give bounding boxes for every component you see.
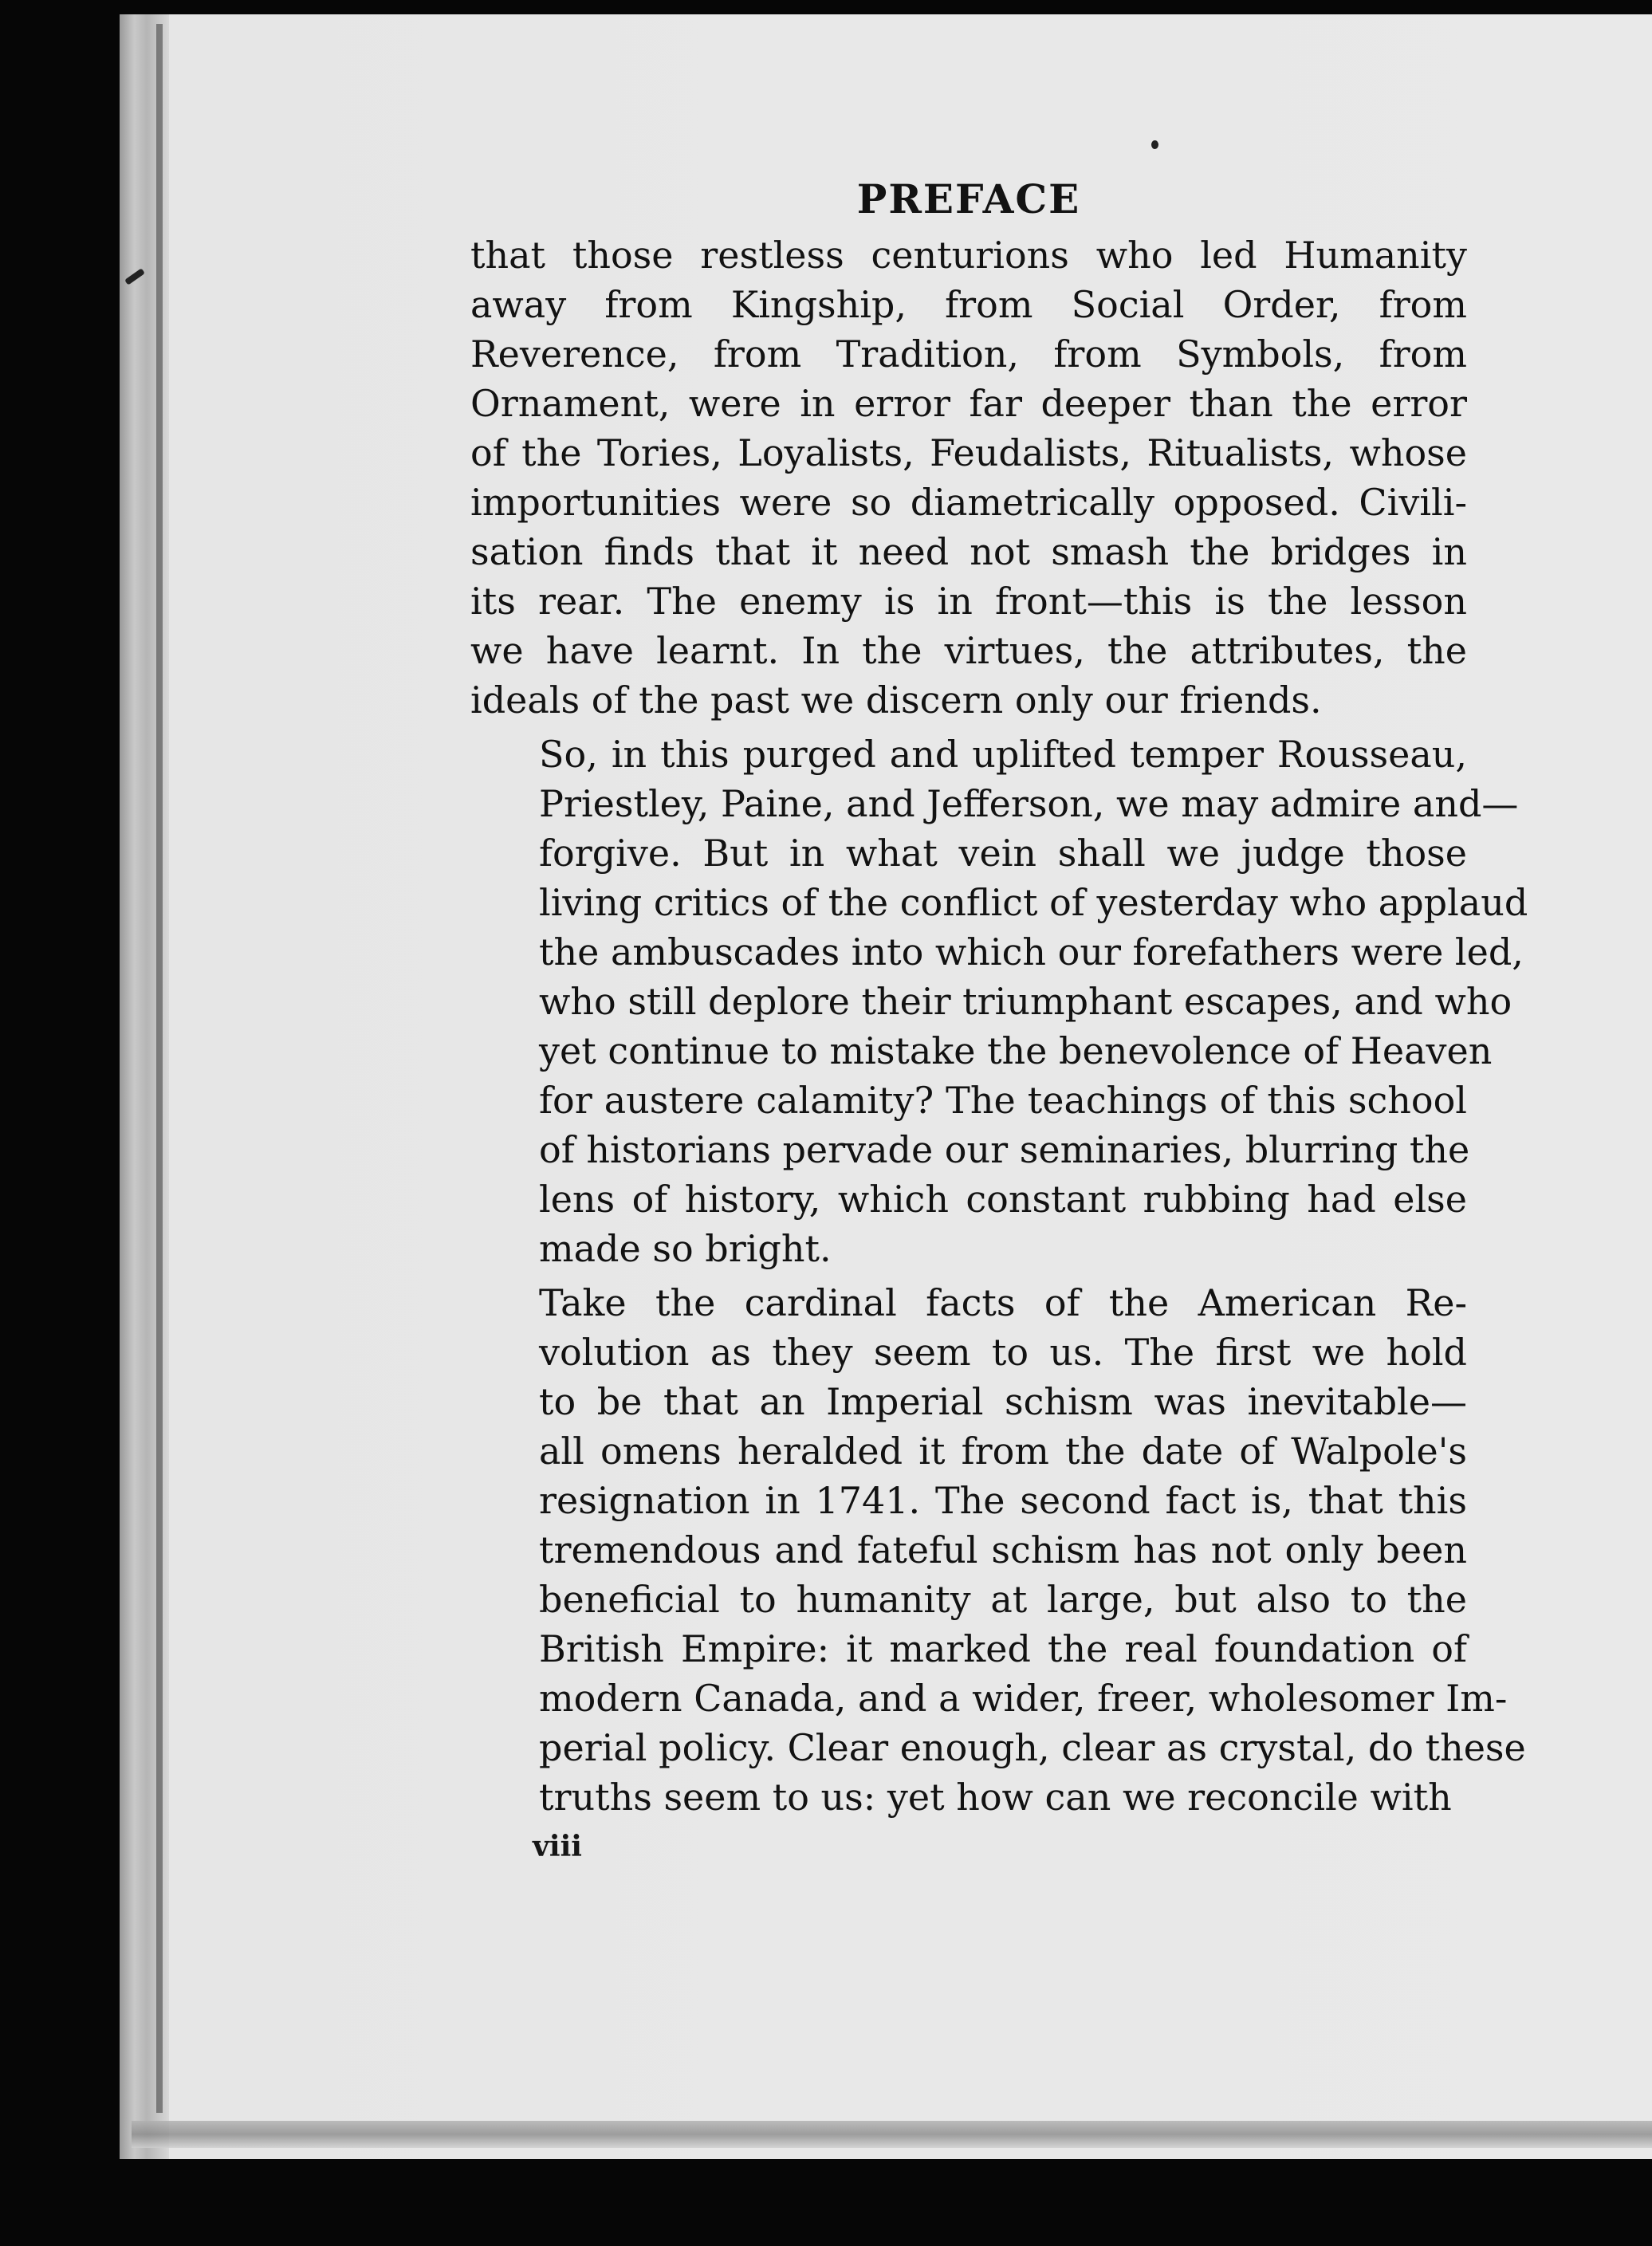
text-line: lens of history, which constant rubbing had else [539, 1178, 1467, 1221]
text-line: forgive. But in what vein shall we judge those [539, 832, 1467, 875]
text-line: British Empire: it marked the real foundation of [539, 1627, 1467, 1670]
text-line: yet continue to mistake the benevolence of Heaven [539, 1029, 1493, 1072]
text-line: Priestley, Paine, and Jefferson, we may admire and— [539, 782, 1519, 825]
text-line: Reverence, from Tradition, from Symbols, from [470, 332, 1467, 376]
text-line: living critics of the conflict of yesterday who applaud [539, 881, 1528, 924]
text-line: its rear. The enemy is in front—this is the lesson [470, 580, 1467, 623]
text-line: So, in this purged and uplifted temper Rousseau, [539, 733, 1467, 776]
text-line: modern Canada, and a wider, freer, wholesomer Im- [539, 1677, 1508, 1720]
binding-shadow [156, 24, 163, 2113]
text-line: ideals of the past we discern only our friends. [470, 679, 1322, 722]
text-line: we have learnt. In the virtues, the attributes, the [470, 629, 1467, 672]
text-line: importunities were so diametrically opposed. Civili- [470, 481, 1467, 524]
page-text-block [470, 175, 1528, 1827]
text-line: sation finds that it need not smash the bridges in [470, 530, 1467, 573]
text-line: who still deplore their triumphant escapes, and who [539, 980, 1512, 1023]
text-line: beneficial to humanity at large, but also to the [539, 1578, 1467, 1621]
text-line: resignation in 1741. The second fact is, that this [539, 1479, 1467, 1522]
paragraph [470, 230, 1467, 725]
text-line: perial policy. Clear enough, clear as crystal, do these [539, 1726, 1526, 1769]
page-number: viii [533, 1830, 582, 1863]
paragraph [470, 730, 1528, 1273]
running-head: PREFACE [856, 175, 1081, 222]
text-line: for austere calamity? The teachings of this school [539, 1079, 1467, 1122]
text-line: to be that an Imperial schism was inevitable— [539, 1380, 1467, 1423]
body-text [470, 230, 1528, 1822]
text-line: Ornament, were in error far deeper than the error [470, 382, 1467, 425]
text-line: that those restless centurions who led Humanity [470, 234, 1467, 277]
text-line: of the Tories, Loyalists, Feudalists, Ritualists, whose [470, 431, 1467, 474]
text-line: made so bright. [539, 1227, 832, 1270]
text-line: away from Kingship, from Social Order, from [470, 283, 1467, 326]
text-line: the ambuscades into which our forefathers were led, [539, 930, 1524, 974]
text-line: Take the cardinal facts of the American Re- [539, 1281, 1467, 1324]
text-line: truths seem to us: yet how can we reconcile with [539, 1776, 1452, 1819]
paragraph [470, 1278, 1526, 1822]
text-line: of historians pervade our seminaries, blurring the [539, 1128, 1470, 1171]
text-line: all omens heralded it from the date of Walpole's [539, 1430, 1467, 1473]
text-line: tremendous and fateful schism has not only been [539, 1528, 1467, 1571]
ink-speck [1151, 140, 1158, 149]
text-line: volution as they seem to us. The first we hold [539, 1331, 1467, 1374]
page-bottom-edge [132, 2121, 1652, 2148]
